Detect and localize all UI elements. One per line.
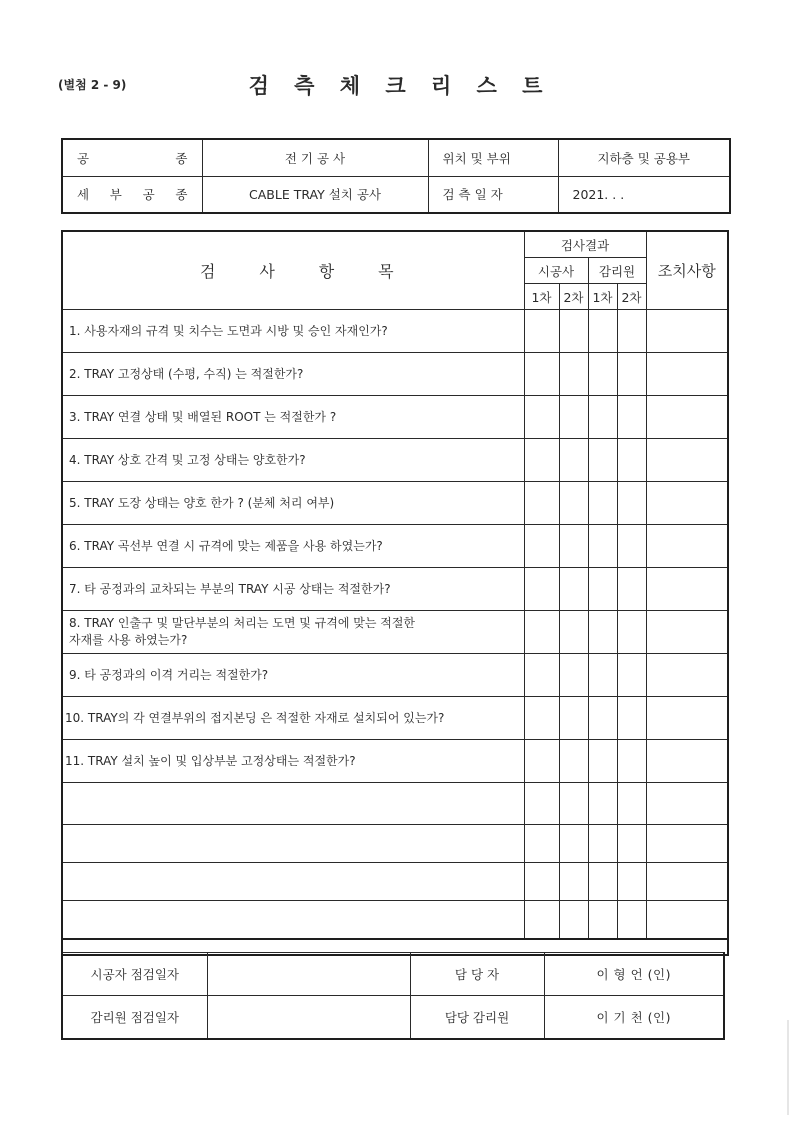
checklist-row [62,439,728,482]
inspection-date-label: 검 측 일 자 [428,176,558,213]
checklist-item: 8. TRAY 인출구 및 말단부분의 처리는 도면 및 규격에 맞는 적절한 자재를 사용 하였는가? [62,611,524,654]
result-cell[interactable] [617,611,646,654]
result-cell[interactable] [559,396,588,439]
result-cell[interactable] [588,568,617,611]
checklist-item: 1. 사용자재의 규격 및 치수는 도면과 시방 및 승인 자재인가? [62,310,524,353]
result-cell[interactable] [524,310,559,353]
action-cell[interactable] [646,825,728,863]
checklist-row [62,353,728,396]
checklist-row [62,740,728,783]
detail-work-value: CABLE TRAY 설치 공사 [202,176,428,213]
action-cell[interactable] [646,482,728,525]
result-cell[interactable] [617,783,646,825]
action-cell[interactable] [646,863,728,901]
contractor-second-header: 2차 [559,284,588,310]
checklist-item: 3. TRAY 연결 상태 및 배열된 ROOT 는 적절한가 ? [62,396,524,439]
supervisor-date-label: 감리원 점검일자 [62,996,207,1039]
result-cell[interactable] [588,697,617,740]
checklist-item: 4. TRAY 상호 간격 및 고정 상태는 양호한가? [62,439,524,482]
result-cell[interactable] [524,353,559,396]
checklist-row [62,482,728,525]
result-cell[interactable] [617,525,646,568]
result-cell[interactable] [588,654,617,697]
result-cell[interactable] [524,525,559,568]
blank-item-cell[interactable] [62,901,524,939]
result-cell[interactable] [588,783,617,825]
result-cell[interactable] [617,825,646,863]
result-cell[interactable] [588,901,617,939]
checklist-row [62,697,728,740]
detail-work-label-char: 부 [109,187,122,203]
info-row-detail-work [62,176,730,213]
checklist-row [62,611,728,654]
work-type-label-char: 공 [77,150,90,166]
info-table [61,138,731,214]
result-cell[interactable] [588,353,617,396]
blank-row [62,863,728,901]
result-cell[interactable] [559,611,588,654]
checklist-item: 7. 타 공정과의 교차되는 부분의 TRAY 시공 상태는 적절한가? [62,568,524,611]
inspection-date-value: 2021. . . [558,176,730,213]
blank-item-cell[interactable] [62,863,524,901]
result-cell[interactable] [588,611,617,654]
supervisor-header: 감리원 [588,258,646,284]
result-cell[interactable] [617,439,646,482]
result-cell[interactable] [524,740,559,783]
detail-work-label [62,176,202,213]
supervisor-signoff-row [62,996,724,1039]
page-title: 검 측 체 크 리 스 트 [248,74,552,98]
result-cell[interactable] [588,525,617,568]
contractor-header: 시공사 [524,258,588,284]
checklist-item: 5. TRAY 도장 상태는 양호 한가 ? (분체 처리 여부) [62,482,524,525]
contractor-signoff-row [62,953,724,996]
inspection-items-header-char: 사 [259,262,275,281]
checklist-item: 2. TRAY 고정상태 (수평, 수직) 는 적절한가? [62,353,524,396]
result-cell[interactable] [559,825,588,863]
checklist-item: 6. TRAY 곡선부 연결 시 규격에 맞는 제품을 사용 하였는가? [62,525,524,568]
contractor-date-label: 시공자 점검일자 [62,953,207,996]
detail-work-label-char: 종 [175,187,188,203]
result-cell[interactable] [588,439,617,482]
result-cell[interactable] [524,439,559,482]
checklist-item: 11. TRAY 설치 높이 및 입상부분 고정상태는 적절한가? [62,740,524,783]
action-cell[interactable] [646,568,728,611]
result-cell[interactable] [617,863,646,901]
action-header: 조치사항 [646,231,728,310]
work-type-label [62,139,202,176]
action-cell[interactable] [646,697,728,740]
result-cell[interactable] [524,482,559,525]
checklist-row [62,568,728,611]
result-cell[interactable] [524,568,559,611]
checklist-row [62,310,728,353]
result-cell[interactable] [559,310,588,353]
location-value: 지하층 및 공용부 [558,139,730,176]
result-cell[interactable] [559,482,588,525]
inspection-items-header-char: 항 [318,262,335,281]
supervisor-label: 담당 감리원 [410,996,544,1039]
manager-label: 담 당 자 [410,953,544,996]
result-cell[interactable] [524,697,559,740]
result-cell[interactable] [524,611,559,654]
result-cell[interactable] [559,568,588,611]
checklist-row [62,396,728,439]
result-cell[interactable] [559,654,588,697]
result-cell[interactable] [559,783,588,825]
result-cell[interactable] [559,697,588,740]
action-cell[interactable] [646,525,728,568]
contractor-first-header: 1차 [524,284,559,310]
result-cell[interactable] [559,353,588,396]
action-cell[interactable] [646,611,728,654]
supervisor-first-header: 1차 [588,284,617,310]
result-cell[interactable] [524,783,559,825]
action-cell[interactable] [646,439,728,482]
blank-row [62,825,728,863]
inspection-items-header-char: 검 [199,262,216,281]
result-cell[interactable] [617,482,646,525]
result-cell[interactable] [559,740,588,783]
blank-item-cell[interactable] [62,783,524,825]
result-cell[interactable] [524,654,559,697]
attachment-number: (별첨 2 - 9) [58,78,127,92]
checklist-header-row [62,231,728,258]
checklist-table [61,230,729,956]
result-cell[interactable] [559,901,588,939]
result-cell[interactable] [588,825,617,863]
action-cell[interactable] [646,783,728,825]
checklist-row [62,525,728,568]
result-cell[interactable] [588,863,617,901]
supervisor-date-field[interactable] [207,996,410,1039]
supervisor-name: 이 기 천 (인) [544,996,724,1039]
blank-item-cell[interactable] [62,825,524,863]
result-cell[interactable] [524,396,559,439]
result-cell[interactable] [617,568,646,611]
result-cell[interactable] [588,310,617,353]
action-cell[interactable] [646,901,728,939]
work-type-value: 전 기 공 사 [202,139,428,176]
result-cell[interactable] [588,396,617,439]
work-type-label-char: 종 [175,150,188,166]
info-row-work-type [62,139,730,176]
location-label: 위치 및 부위 [428,139,558,176]
result-cell[interactable] [617,697,646,740]
result-cell[interactable] [617,396,646,439]
result-cell[interactable] [617,353,646,396]
result-cell[interactable] [559,439,588,482]
result-cell[interactable] [524,863,559,901]
result-cell[interactable] [617,310,646,353]
result-cell[interactable] [617,740,646,783]
checklist-item: 9. 타 공정과의 이격 거리는 적절한가? [62,654,524,697]
result-cell[interactable] [559,863,588,901]
supervisor-second-header: 2차 [617,284,646,310]
blank-row [62,783,728,825]
result-cell[interactable] [524,825,559,863]
signoff-table [61,952,725,1040]
page-edge [787,1020,789,1115]
checklist-row [62,654,728,697]
action-cell[interactable] [646,654,728,697]
contractor-date-field[interactable] [207,953,410,996]
inspection-items-header-char: 목 [378,262,394,281]
inspection-result-header: 검사결과 [524,231,646,258]
result-cell[interactable] [524,901,559,939]
result-cell[interactable] [559,525,588,568]
result-cell[interactable] [617,654,646,697]
action-cell[interactable] [646,396,728,439]
result-cell[interactable] [588,740,617,783]
inspection-items-header [62,231,524,310]
detail-work-label-char: 세 [77,187,90,203]
blank-row [62,901,728,939]
action-cell[interactable] [646,740,728,783]
action-cell[interactable] [646,353,728,396]
checklist-item: 10. TRAY의 각 연결부위의 접지본딩 은 적절한 자재로 설치되어 있는가? [62,697,524,740]
result-cell[interactable] [617,901,646,939]
detail-work-label-char: 공 [142,187,155,203]
result-cell[interactable] [588,482,617,525]
manager-name: 이 형 언 (인) [544,953,724,996]
action-cell[interactable] [646,310,728,353]
